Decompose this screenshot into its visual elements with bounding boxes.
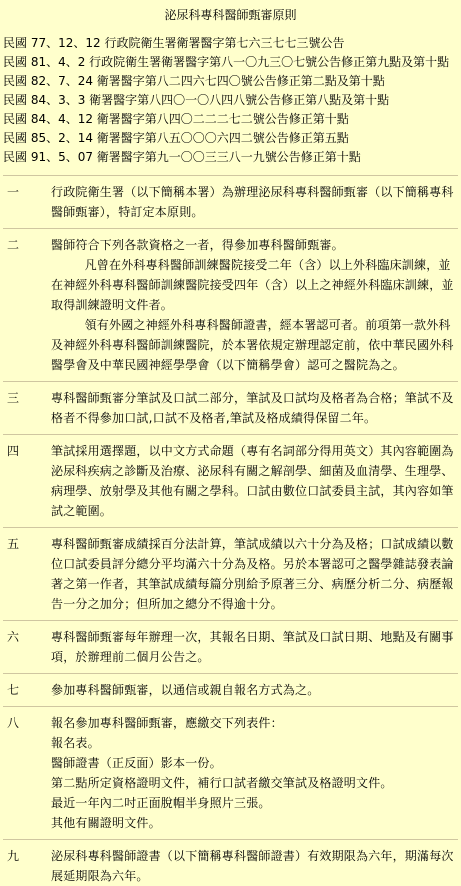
article-paragraph: 醫師符合下列各款資格之一者，得參加專科醫師甄審。 bbox=[51, 238, 344, 252]
article-paragraph: 泌尿科專科醫師證書（以下簡稱專科醫師證書）有效期限為六年，期滿每次展延期限為六年。 bbox=[51, 849, 454, 883]
article-body bbox=[51, 235, 458, 375]
article-2 bbox=[3, 228, 458, 375]
article-3 bbox=[3, 381, 458, 428]
article-number: 二 bbox=[7, 238, 20, 252]
article-paragraph: 報名參加專科醫師甄審，應繳交下列表件： bbox=[51, 716, 283, 730]
history-line: 民國 84、4、12 衛署醫字第八四〇二二二七二號公告修正第十點 bbox=[3, 112, 349, 126]
article-paragraph: 凡曾在外科專科醫師訓練醫院接受二年（含）以上外科臨床訓練，並在神經外科專科醫師訓練醫院接受四年（含）以上之神經外科臨床訓練，並取得訓練證明文件者。 bbox=[51, 258, 454, 312]
article-body bbox=[51, 713, 458, 833]
article-paragraph: 參加專科醫師甄審，以通信或親自報名方式為之。 bbox=[51, 683, 320, 697]
article-paragraph: 專科醫師甄審成績採百分法計算，筆試成績以六十分為及格；口試成績以數位口試委員評分總分平均滿六十分為及格。另於本署認可之醫學雜誌發表論著之第一作者，其筆試成績每篇分別給予原著三分、病歷分析二分、病歷報告一分之加分；但所加之總分不得逾十分。 bbox=[51, 537, 454, 611]
article-body bbox=[51, 627, 458, 667]
article-body bbox=[51, 388, 458, 428]
article-5 bbox=[3, 527, 458, 614]
article-number: 五 bbox=[7, 537, 20, 551]
article-body bbox=[51, 680, 458, 700]
article-number: 六 bbox=[7, 630, 20, 644]
article-body bbox=[51, 846, 458, 886]
article-paragraph: 專科醫師甄審分筆試及口試二部分，筆試及口試均及格者為合格；筆試不及格者不得參加口試,口試不及格者,筆試及格成績得保留二年。 bbox=[51, 391, 454, 425]
article-paragraph: 筆試採用選擇題，以中文方式命題（專有名詞部分得用英文）其內容範圍為泌尿科疾病之診斷及治療、泌尿科有關之解剖學、細菌及血清學、生理學、病理學、放射學及其他有關之學科。口試由數位口試委員主試，其內容如筆試之範圍。 bbox=[51, 444, 454, 518]
history-line: 民國 84、3、3 衛署醫字第八四〇一〇八四八號公告修正第八點及第十點 bbox=[3, 93, 390, 107]
article-9 bbox=[3, 839, 458, 886]
article-paragraph: 領有外國之神經外科專科醫師證書，經本署認可者。前項第一款外科及神經外科專科醫師訓練醫院，於本署依規定辦理認定前，依中華民國外科醫學會及中華民國神經學學會（以下簡稱學會）認可之醫院為之。 bbox=[51, 318, 454, 372]
article-number: 九 bbox=[7, 849, 20, 863]
article-number: 四 bbox=[7, 444, 20, 458]
history-line: 民國 77、12、12 行政院衛生署衛署醫字第七六三七七三號公告 bbox=[3, 36, 345, 50]
article-list-item: 醫師證書（正反面）影本一份。 bbox=[51, 756, 222, 770]
article-number: 三 bbox=[7, 391, 20, 405]
article-6 bbox=[3, 620, 458, 667]
article-4 bbox=[3, 434, 458, 521]
page-title: 泌尿科專科醫師甄審原則 bbox=[164, 8, 297, 22]
history-line: 民國 82、7、24 衛署醫字第八二四六七四〇號公告修正第二點及第十點 bbox=[3, 74, 385, 88]
article-list-item: 其他有關證明文件。 bbox=[51, 816, 161, 830]
history-line: 民國 91、5、07 衛署醫字第九一〇〇三三八一九號公告修正第十點 bbox=[3, 150, 361, 164]
article-paragraph: 行政院衛生署（以下簡稱本署）為辦理泌尿科專科醫師甄審（以下簡稱專科醫師甄審），特訂定本原則。 bbox=[51, 185, 454, 219]
article-list-item: 報名表。 bbox=[51, 736, 100, 750]
article-1 bbox=[3, 175, 458, 222]
article-body bbox=[51, 441, 458, 521]
article-body bbox=[51, 182, 458, 222]
article-list-item: 第二點所定資格證明文件，補行口試者繳交筆試及格證明文件。 bbox=[51, 776, 393, 790]
history-line: 民國 85、2、14 衛署醫字第八五〇〇〇六四二號公告修正第五點 bbox=[3, 131, 349, 145]
article-number: 七 bbox=[7, 683, 20, 697]
article-body bbox=[51, 534, 458, 614]
article-number: 一 bbox=[7, 185, 20, 199]
article-list-item: 最近一年內二吋正面脫帽半身照片三張。 bbox=[51, 796, 271, 810]
article-8 bbox=[3, 706, 458, 833]
article-number: 八 bbox=[7, 716, 20, 730]
article-7 bbox=[3, 673, 458, 700]
history-line: 民國 81、4、2 行政院衛生署衛署醫字第八一〇九三〇七號公告修正第九點及第十點 bbox=[3, 55, 450, 69]
article-paragraph: 專科醫師甄審每年辦理一次，其報名日期、筆試及口試日期、地點及有關事項，於辦理前二個月公告之。 bbox=[51, 630, 454, 664]
amendment-history bbox=[3, 34, 458, 167]
